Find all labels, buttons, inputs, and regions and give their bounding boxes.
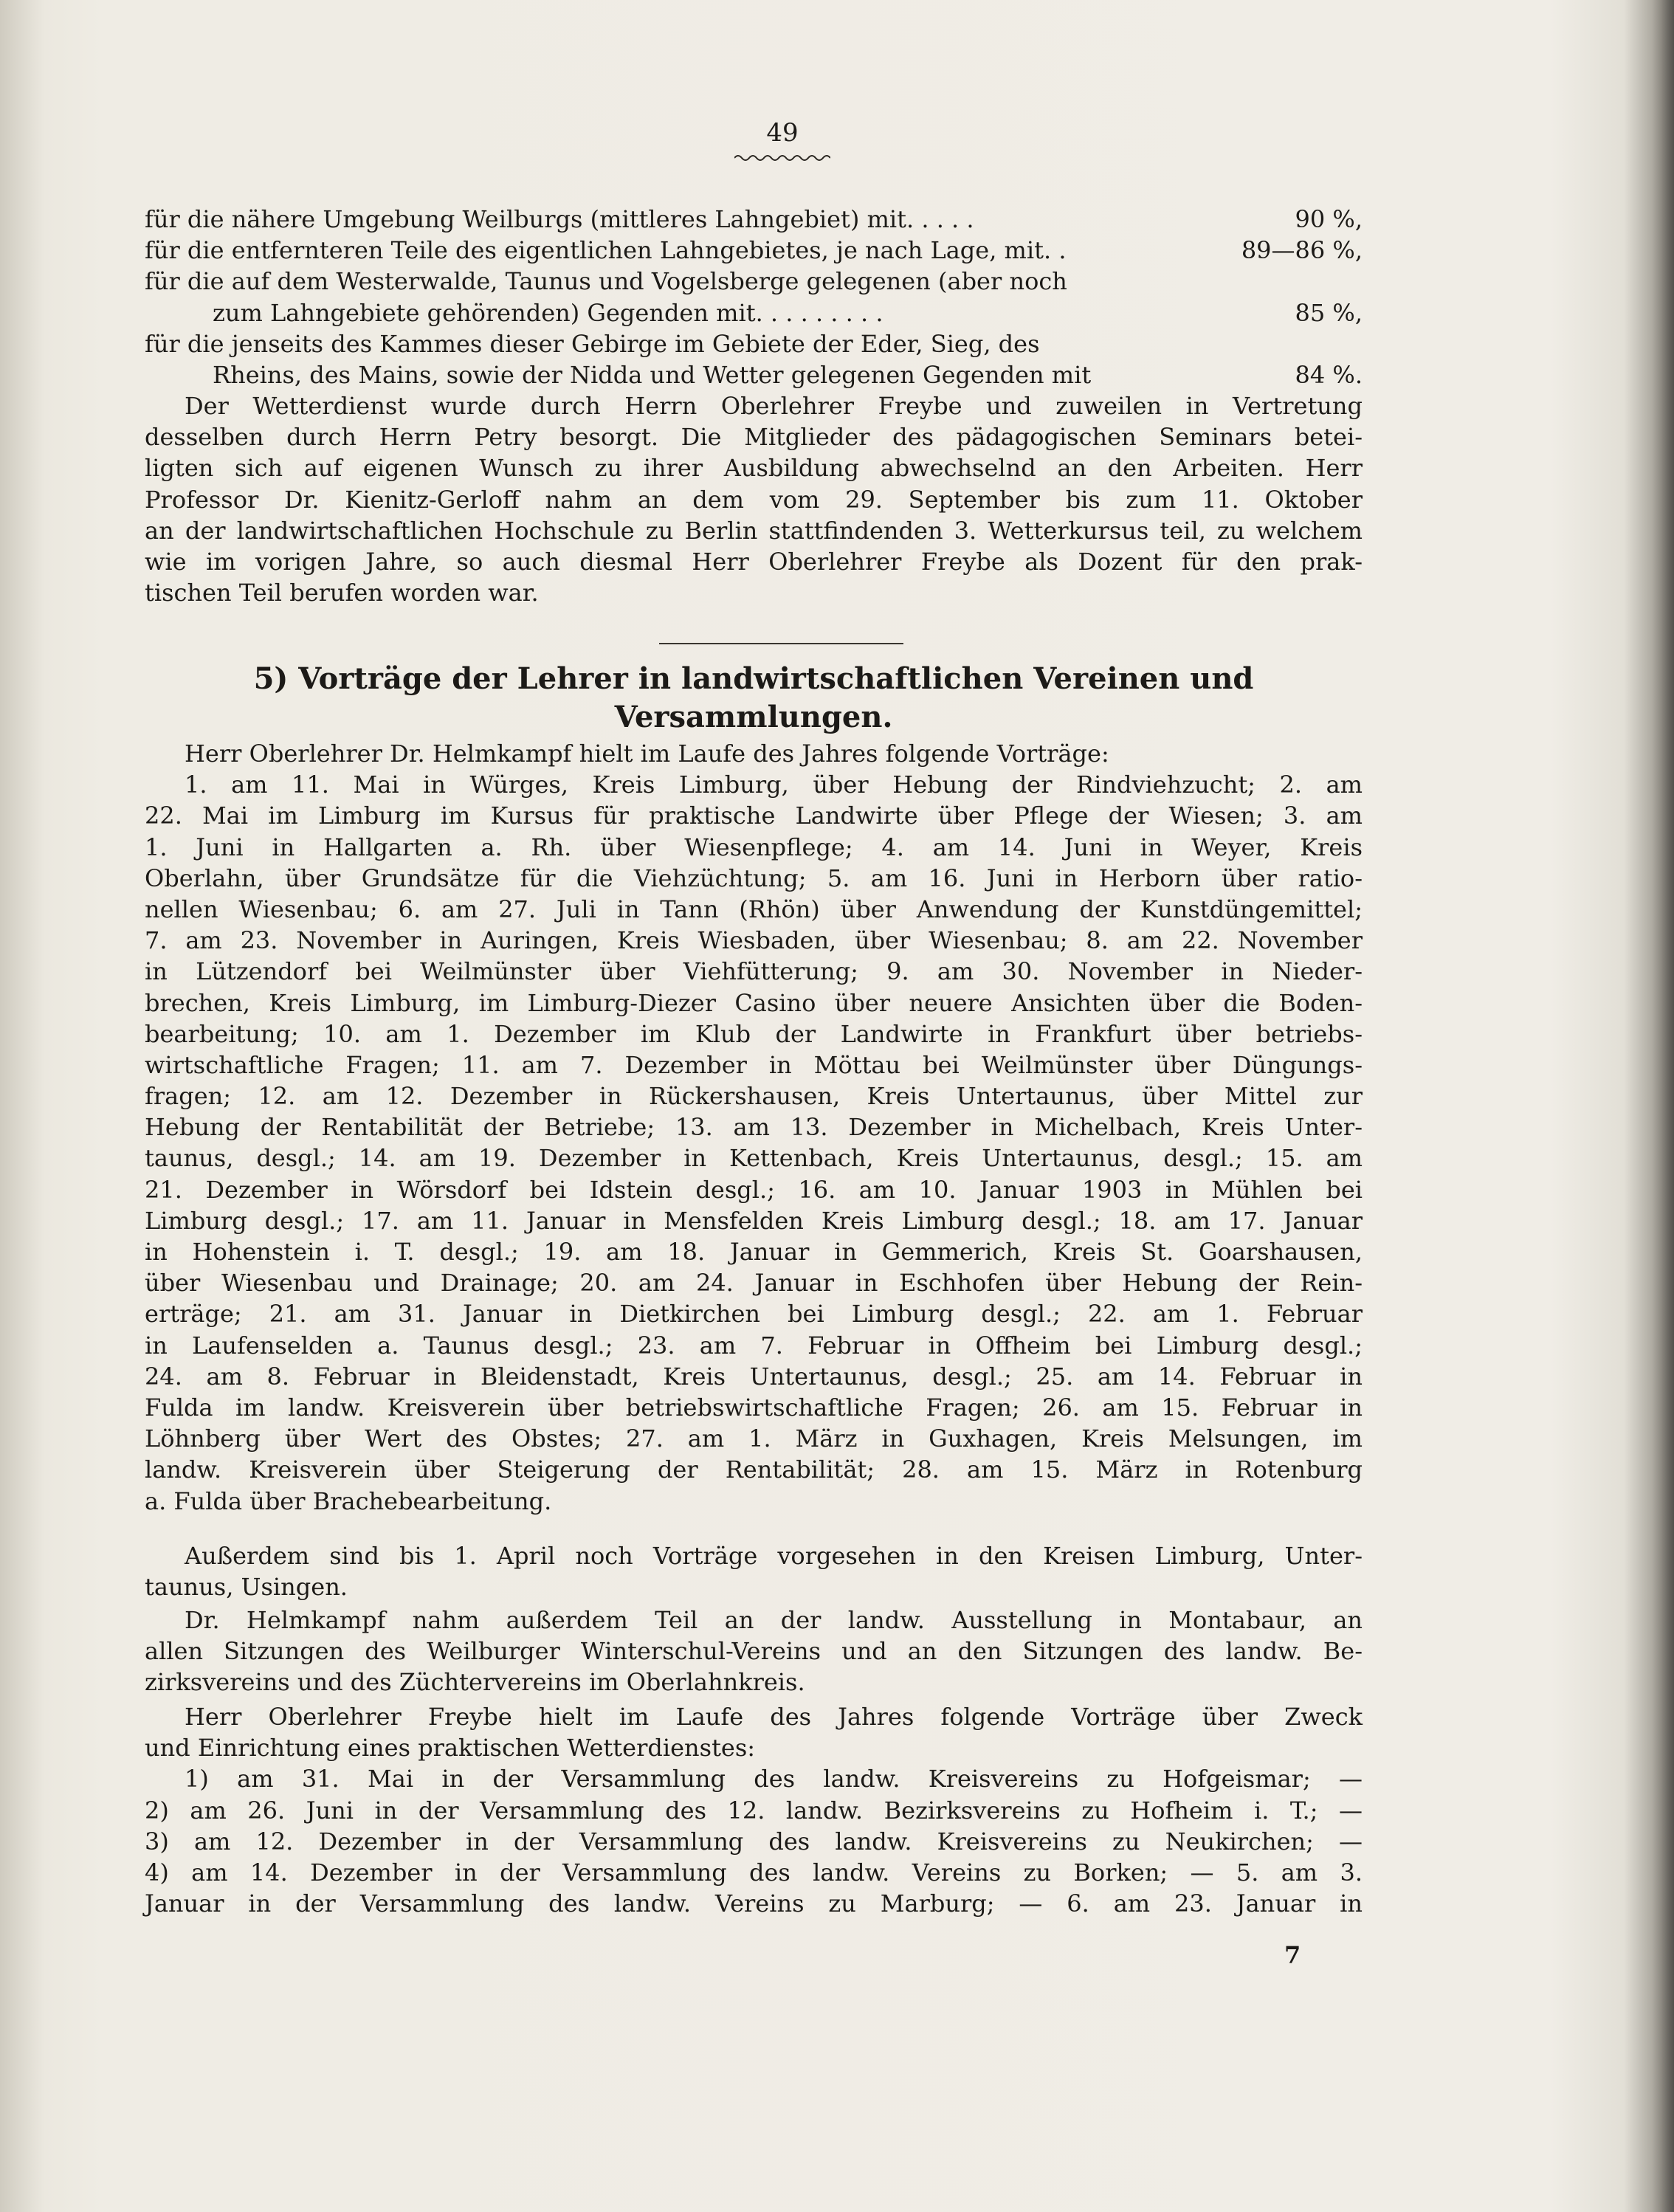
section-divider [659, 643, 903, 644]
page-edge-shadow [1652, 0, 1674, 2212]
list-item: für die entfernteren Teile des eigentlichen Lahngebietes, je nach Lage, mit . . 89—86 %, [145, 236, 1363, 265]
paragraph-helmkampf-lectures: Herr Oberlehrer Dr. Helmkampf hielt im Laufe des Jahres folgende Vorträge: 1. am 11. Mai in Würges, Kreis Limburg, über Hebung der Rindviehzucht; 2. am 22. Mai im Limburg im Kursus für praktische Landwirte über Pflege der Wiesen; 3. am 1. Juni in Hallgarten a. Rh. über Wiesenpflege; 4. am 14. Juni in Weyer, Kreis Oberlahn, über Grundsätze für die Viehzüchtung; 5. am 16. Juni in Herborn über ratio- nellen Wiesenbau; 6. am 27. Juli in Tann (Rhön) über Anwendung der Kunstdüngemittel; 7. am 23. November in Auringen, Kreis Wiesbaden, über Wiesenbau; 8. am 22. November in Lützendorf bei Weilmünster über Viehfütterung; 9. am 30. November in Nieder- brechen, Kreis Limburg, im Limburg-Diezer Casino über neuere Ansichten über die Boden- bearbeitung; 10. am 1. Dezember im Klub der Landwirte in Frankfurt über betriebs- wirtschaftliche Fragen; 11. am 7. Dezember in Möttau bei Weilmünster über Düngungs- fragen; 12. am 12. Dezember in Rückershausen, Kreis Untertaunus, über Mittel zur Hebung der Rentabilität der Betriebe; 13. am 13. Dezember in Michelbach, Kreis Unter- taunus, desgl.; 14. am 19. Dezember in Kettenbach, Kreis Untertaunus, desgl.; 15. am 21. Dezember in Wörsdorf bei Idstein desgl.; 16. am 10. Januar 1903 in Mühlen bei Limburg desgl.; 17. am 11. Januar in Mensfelden Kreis Limburg desgl.; 18. am 17. Januar in Hohenstein i. T. desgl.; 19. am 18. Januar in Gemmerich, Kreis St. Goarshausen, über Wiesenbau und Drainage; 20. am 24. Januar in Eschhofen über Hebung der Rein- erträge; 21. am 31. Januar in Dietkirchen bei Limburg desgl.; 22. am 1. Februar in Laufenselden a. Taunus desgl.; 23. am 7. Februar in Offheim bei Limburg desgl.; 24. am 8. Februar in Bleidenstadt, Kreis Untertaunus, desgl.; 25. am 14. Februar in Fulda im landw. Kreisverein über betriebswirtschaftliche Fragen; 26. am 15. Februar in Löhnberg über Wert des Obstes; 27. am 1. März in Guxhagen, Kreis Melsungen, im landw. Kreisverein über Steigerung der Rentabilität; 28. am 15. März in Rotenburg a. Fulda über Brachebearbeitung. [145, 740, 1363, 1515]
list-item: für die jenseits des Kammes dieser Gebirge im Gebiete der Eder, Sieg, des [145, 329, 1040, 358]
signature-mark: 7 [1284, 1941, 1301, 1969]
paragraph-weather-service: Der Wetterdienst wurde durch Herrn Oberlehrer Freybe und zuweilen in Vertretung desselben durch Herrn Petry besorgt. Die Mitglieder des pädagogischen Seminars betei- ligten sich auf eigenen Wunsch zu ihrer Ausbildung abwechselnd an den Arbeiten. Herr Professor Dr. Kienitz-Gerloff nahm an dem vom 29. September bis zum 11. Oktober an der landwirtschaftlichen Hochschule zu Berlin stattfindenden 3. Wetterkursus teil, zu welchem wie im vorigen Jahre, so auch diesmal Herr Oberlehrer Freybe als Dozent für den prak- tischen Teil berufen worden war. [145, 392, 1363, 607]
page-number: 49 [766, 118, 799, 148]
list-item: für die nähere Umgebung Weilburgs (mittleres Lahngebiet) mit . . . . . 90 %, [145, 205, 1363, 233]
paragraph-freybe-lectures: Herr Oberlehrer Freybe hielt im Laufe des Jahres folgende Vorträge über Zweck und Einrichtung eines praktischen Wetterdienstes: 1) am 31. Mai in der Versammlung des landw. Kreisvereins zu Hofgeismar; — 2) am 26. Juni in der Versammlung des 12. landw. Bezirksvereins zu Hofheim i. T.; — 3) am 12. Dezember in der Versammlung des landw. Kreisvereins zu Neukirchen; — 4) am 14. Dezember in der Versammlung des landw. Vereins zu Borken; — 5. am 3. Januar in der Versammlung des landw. Vereins zu Marburg; — 6. am 23. Januar in [145, 1703, 1363, 1918]
list-item: Rheins, des Mains, sowie der Nidda und Wetter gelegenen Gegenden mit 84 %. [213, 360, 1363, 389]
list-item: für die auf dem Westerwalde, Taunus und Vogelsberge gelegenen (aber noch [145, 267, 1067, 296]
paragraph-additional-lectures: Außerdem sind bis 1. April noch Vorträge vorgesehen in den Kreisen Limburg, Unter- taunus, Usingen. [145, 1542, 1363, 1602]
list-item: zum Lahngebiete gehörenden) Gegenden mit . . . . . . . . . 85 %, [213, 298, 1363, 327]
ornament-wavy-line [734, 154, 830, 162]
section-heading: 5) Vorträge der Lehrer in landwirtschaftlichen Vereinen und Versammlungen. [253, 661, 1254, 734]
percentage-list [145, 204, 1363, 390]
paragraph-helmkampf-exhibition: Dr. Helmkampf nahm außerdem Teil an der landw. Ausstellung in Montabaur, an allen Sitzungen des Weilburger Winterschul-Vereins und an den Sitzungen des landw. Be- zirksvereins und des Züchtervereins im Oberlahnkreis. [145, 1606, 1363, 1697]
